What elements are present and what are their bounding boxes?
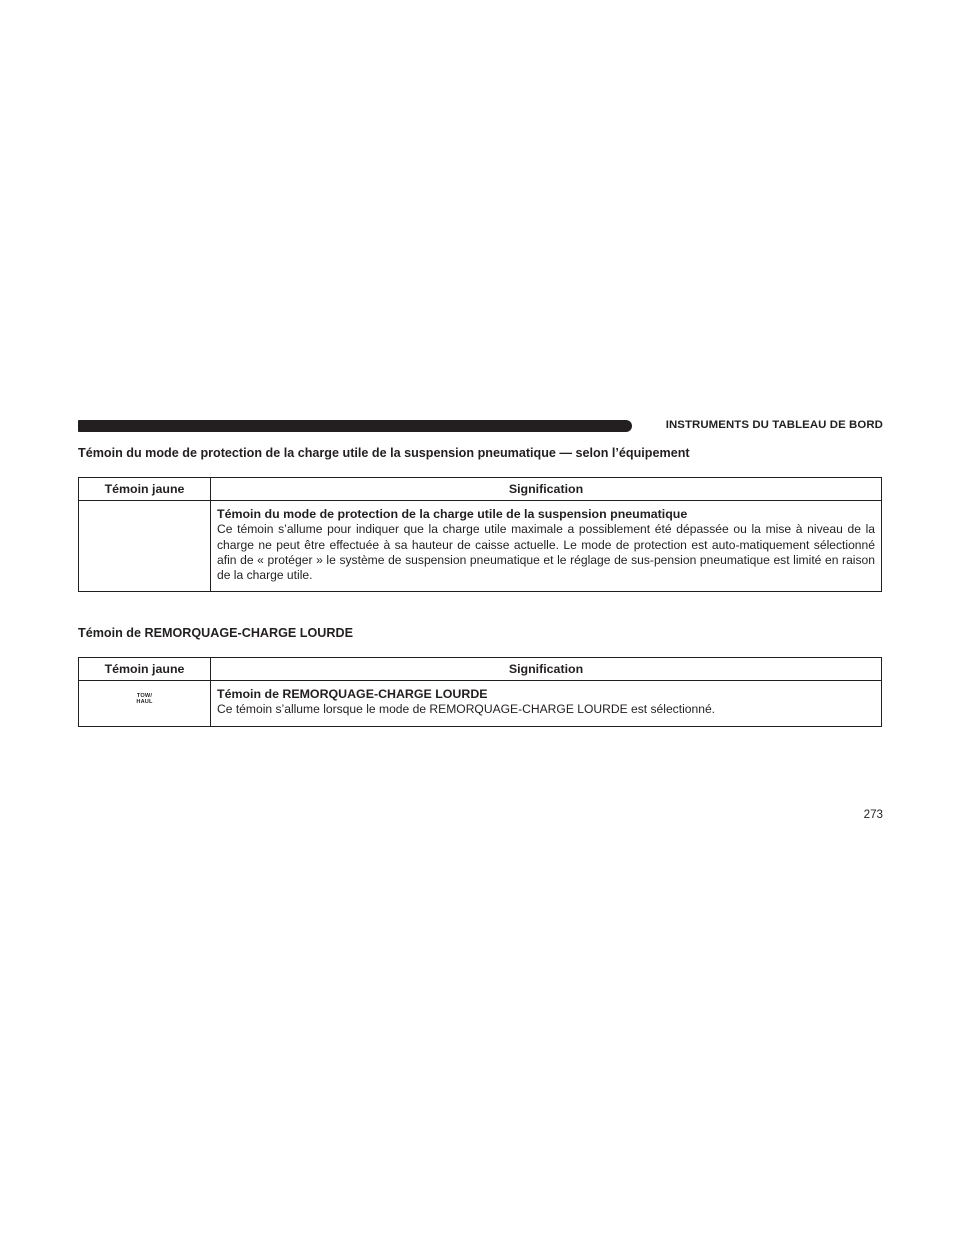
tow-haul-icon-line2: HAUL [136, 699, 153, 705]
running-header: INSTRUMENTS DU TABLEAU DE BORD [665, 419, 883, 431]
table-header-row [79, 658, 882, 681]
section-title-tow-haul: Témoin de REMORQUAGE-CHARGE LOURDE [78, 626, 353, 640]
column-header-meaning: Signification [211, 658, 882, 681]
indicator-table-tow-haul [78, 657, 882, 727]
column-header-indicator: Témoin jaune [79, 658, 211, 681]
table-header-row [79, 478, 882, 501]
table-row [79, 501, 882, 592]
table-row [79, 681, 882, 727]
air-suspension-payload-protection-icon [79, 501, 211, 592]
indicator-table-air-suspension [78, 477, 882, 592]
tow-haul-icon-line1: TOW/ [136, 693, 153, 700]
meaning-body: Ce témoin s’allume pour indiquer que la charge utile maximale a possiblement été dépassée ou la mise à niveau de la charge ne peut être effectuée à sa hauteur de caisse actuelle. Le mode de protection est auto-matiquement sélectionné afin de « protéger » le système de suspension pneumatique et le réglage de sus-pension pneumatique est limité en raison de la charge utile. [217, 522, 875, 583]
tow-haul-icon [136, 694, 152, 705]
column-header-meaning: Signification [211, 478, 882, 501]
section-title-air-suspension: Témoin du mode de protection de la charge utile de la suspension pneumatique — selon l’équipement [78, 446, 690, 460]
icon-cell [79, 681, 211, 727]
meaning-cell [211, 501, 882, 592]
meaning-heading: Témoin de REMORQUAGE-CHARGE LOURDE [217, 687, 488, 701]
header-rule [78, 420, 632, 432]
page-number: 273 [863, 808, 883, 821]
meaning-cell [211, 681, 882, 727]
column-header-indicator: Témoin jaune [79, 478, 211, 501]
meaning-heading: Témoin du mode de protection de la charge utile de la suspension pneumatique [217, 507, 688, 521]
meaning-body: Ce témoin s’allume lorsque le mode de REMORQUAGE-CHARGE LOURDE est sélectionné. [217, 702, 716, 717]
